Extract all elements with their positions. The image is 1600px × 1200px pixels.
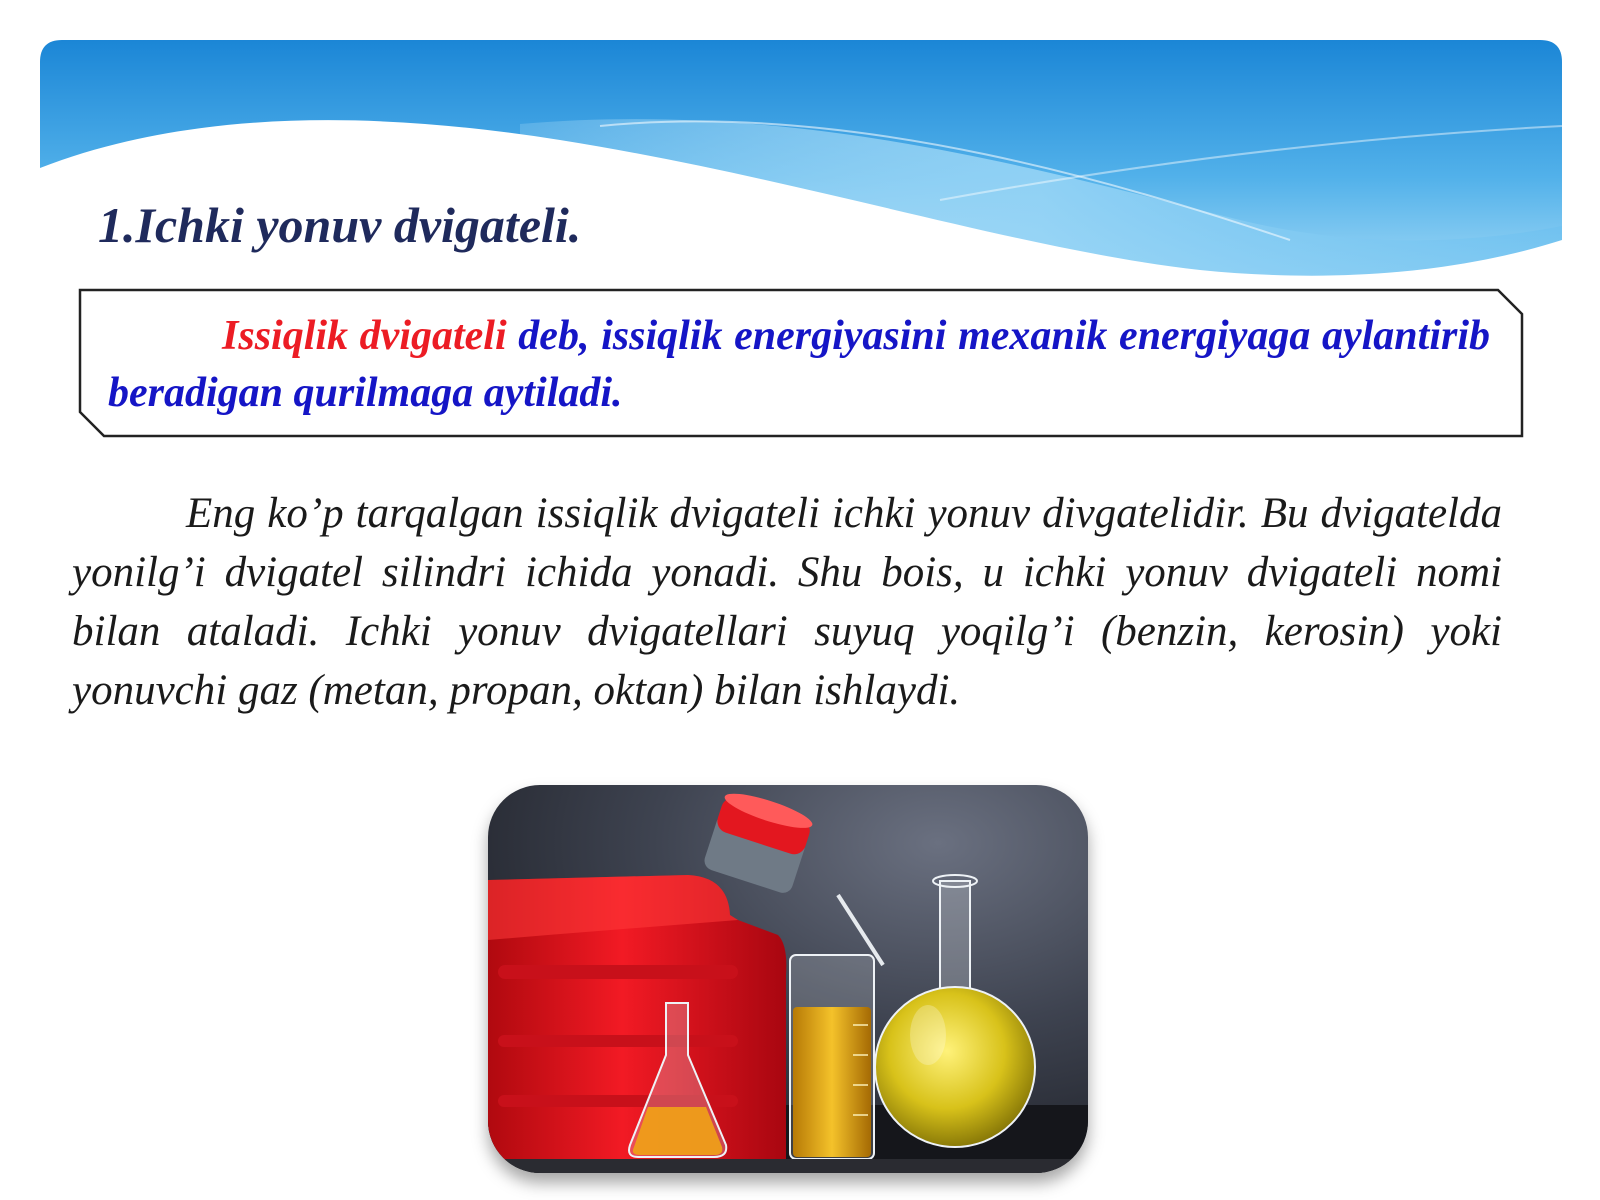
body-paragraph: Eng ko’p tarqalgan issiqlik dvigateli ichki yonuv divgatelidir. Bu dvigatelda yonilg’i dvigatel silindri ichida yonadi. Shu bois, u ichki yonuv dvigateli nomi bilan ataladi. Ichki yonuv dvigatellari suyuq yoqilg’i (benzin, kerosin) yoki yonuvchi gaz (metan, propan, oktan) bilan ishlaydi. [72, 490, 1502, 714]
definition-text [108, 308, 1490, 422]
fuel-photo [488, 785, 1088, 1173]
definition-term: Issiqlik dvigateli [222, 313, 507, 359]
slide-title: 1.Ichki yonuv dvigateli. [98, 197, 582, 253]
definition-rest: deb, issiqlik energiyasini mexanik energiyaga aylantirib beradigan qurilmaga aytiladi. [108, 313, 1491, 416]
